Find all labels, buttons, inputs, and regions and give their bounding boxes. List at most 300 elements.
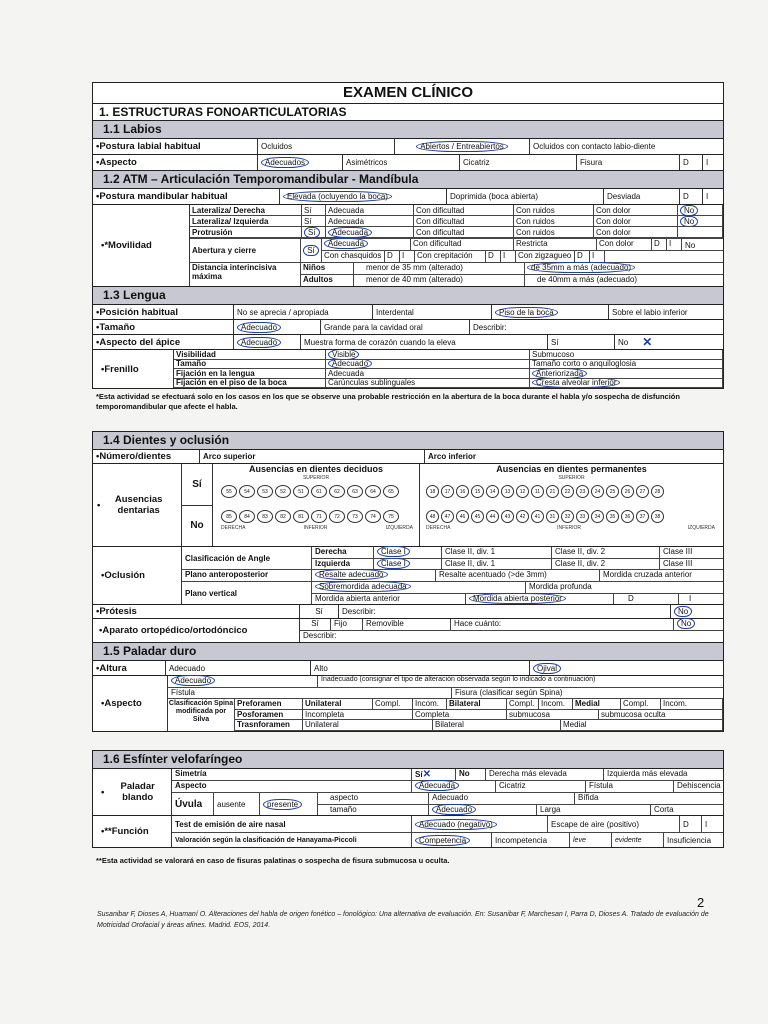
tamano-describir[interactable]: Describir:: [473, 322, 507, 332]
simetria-row: [172, 769, 723, 781]
tooth[interactable]: 16: [456, 485, 469, 498]
tooth[interactable]: 14: [486, 485, 499, 498]
adultos-row: [301, 275, 723, 286]
adultos-menor[interactable]: menor de 40 mm (alterado): [354, 275, 525, 286]
tooth[interactable]: 45: [471, 510, 484, 523]
aspecto-i[interactable]: I: [706, 158, 709, 167]
tooth[interactable]: 32: [561, 510, 574, 523]
pre-uni-compl[interactable]: Compl.: [373, 699, 413, 710]
oclusion-grid: [182, 547, 723, 604]
paladar-fistula[interactable]: Fístula: [168, 688, 452, 699]
tooth[interactable]: 28: [651, 485, 664, 498]
apice-corazon[interactable]: Muestra forma de corazón cuando la eleva: [301, 335, 548, 349]
deciduos-bottom-labels: [213, 523, 419, 531]
mordida-i[interactable]: I: [689, 593, 692, 603]
pos-completa[interactable]: Completa: [413, 710, 507, 721]
aparato-rows: [300, 619, 723, 642]
mordida-abierta-posterior-text: Mordida abierta posterior: [469, 593, 566, 604]
protrusion-si[interactable]: [302, 227, 326, 238]
lat-izq-ruidos[interactable]: Con ruidos: [514, 216, 594, 227]
hanayama-competencia-text: Competencia: [415, 835, 470, 846]
paladar-aspecto-rows: [168, 676, 723, 731]
mandibula-i[interactable]: I: [706, 192, 709, 201]
tamano-row: [93, 320, 723, 335]
aspecto-fisura[interactable]: Fisura: [577, 155, 680, 170]
tooth[interactable]: 42: [516, 510, 529, 523]
movilidad-label: • *Movilidad: [93, 205, 190, 286]
simetria-si[interactable]: [412, 769, 456, 780]
hanayama-label: Valoración según la clasificación de Hanayama-Piccoli: [172, 833, 412, 847]
zigzagueo-i[interactable]: I: [590, 251, 605, 262]
uvula-corta[interactable]: Corta: [654, 804, 674, 814]
uvula-tamano-label: tamaño: [318, 805, 429, 816]
posicion-piso-text: Piso de la boca: [495, 307, 558, 318]
tooth[interactable]: 25: [606, 485, 619, 498]
deciduos-inferior-teeth: [213, 510, 419, 523]
tooth[interactable]: 26: [621, 485, 634, 498]
paladar-duro-heading: 1.5 Paladar duro: [93, 642, 723, 661]
tooth[interactable]: 73: [347, 510, 363, 523]
tooth[interactable]: 82: [275, 510, 291, 523]
aparato-si[interactable]: Sí: [300, 619, 331, 630]
lat-der-si[interactable]: Sí: [302, 205, 326, 216]
abertura-dificultad[interactable]: Con dificultad: [411, 239, 514, 250]
frenillo-anteriorizada[interactable]: [530, 369, 723, 379]
hanayama-insuficiencia[interactable]: Insuficiencia: [667, 835, 712, 845]
deciduos-derecha-label: DERECHA: [221, 525, 246, 531]
tooth[interactable]: 21: [546, 485, 559, 498]
angle-izquierda-clase1-text: Clase I: [377, 558, 410, 569]
tooth[interactable]: 83: [257, 510, 273, 523]
tooth[interactable]: 31: [546, 510, 559, 523]
abertura-dolor[interactable]: Con dolor: [597, 239, 652, 250]
frenillo-visible[interactable]: [326, 350, 530, 360]
protesis-no[interactable]: [671, 605, 723, 618]
pre-medial[interactable]: Medial: [573, 699, 621, 710]
abertura-no[interactable]: No: [685, 241, 696, 250]
crepitacion[interactable]: Con crepitación: [415, 251, 486, 262]
test-row: [172, 816, 723, 833]
tooth[interactable]: 85: [221, 510, 237, 523]
tooth[interactable]: 15: [471, 485, 484, 498]
trans-unilateral[interactable]: Unilateral: [303, 720, 433, 731]
funcion-block: [93, 816, 723, 847]
tooth[interactable]: 72: [329, 510, 345, 523]
resalte-acentuado[interactable]: Resalte acentuado (>de 3mm): [436, 570, 600, 581]
altura-label: • Altura: [93, 661, 166, 675]
lat-izq-adecuada[interactable]: Adecuada: [326, 216, 414, 227]
labios-abiertos-text: Abiertos / Entreabiertos: [416, 141, 508, 152]
lengua-heading: 1.3 Lengua: [93, 287, 723, 305]
lat-der-ruidos[interactable]: Con ruidos: [514, 205, 594, 216]
lat-izq-si[interactable]: Sí: [302, 216, 326, 227]
angle-derecha-clase3[interactable]: Clase III: [663, 547, 693, 556]
spina-label: Clasificación Spina modificada por Silva: [168, 699, 235, 731]
section-14-table: [92, 431, 724, 732]
mandibula-desviada[interactable]: Desviada: [604, 189, 680, 204]
protesis-label: • Prótesis: [93, 605, 300, 618]
apice-no[interactable]: [615, 335, 723, 349]
frenillo-tamano-adecuado[interactable]: [326, 360, 530, 370]
distancia-block: [190, 262, 723, 286]
mandibula-d[interactable]: D: [680, 189, 703, 204]
paladar-inadecuado[interactable]: Inadecuado (consignar el tipo de alteración observada según lo indicado a continuación): [321, 676, 596, 683]
abertura-dolor-d[interactable]: D: [652, 239, 667, 250]
resalte-adecuado[interactable]: [312, 570, 436, 581]
uvula-presente[interactable]: [260, 793, 318, 815]
crepitacion-d[interactable]: D: [486, 251, 501, 262]
pos-incompleta[interactable]: Incompleta: [303, 710, 413, 721]
postura-mandibular-row: [93, 189, 723, 205]
aspecto-labios-label: • Aspecto: [93, 155, 258, 170]
tooth[interactable]: 55: [221, 485, 237, 498]
chasquidos[interactable]: Con chasquidos: [322, 251, 385, 262]
abertura-dolor-i[interactable]: I: [667, 239, 682, 250]
angle-derecha-clase1[interactable]: [374, 547, 442, 558]
tooth[interactable]: 27: [636, 485, 649, 498]
arco-superior: Arco superior: [200, 450, 425, 463]
abertura-row-2: [322, 251, 723, 262]
abertura-label: Abertura y cierre: [190, 239, 301, 262]
lat-izq-dolor[interactable]: Con dolor: [594, 216, 678, 227]
protesis-si[interactable]: Sí: [300, 605, 339, 618]
ausencias-no[interactable]: No: [190, 520, 204, 532]
aspecto-adecuados[interactable]: [258, 155, 343, 170]
deciduos-izquierda-label: IZQUIERDA: [385, 525, 413, 531]
funcion-label: • **Función: [93, 816, 172, 847]
protesis-no-text: No: [674, 606, 692, 617]
aspecto-cicatriz[interactable]: Cicatriz: [460, 155, 577, 170]
pre-unilateral[interactable]: Unilateral: [303, 699, 373, 710]
altura-alto[interactable]: Alto: [311, 661, 530, 675]
mordida-abierta-anterior[interactable]: Mordida abierta anterior: [312, 594, 466, 605]
posicion-apropiada[interactable]: No se aprecia / apropiada: [234, 305, 373, 319]
zigzagueo[interactable]: Con zigzagueo: [516, 251, 575, 262]
tooth[interactable]: 75: [383, 510, 399, 523]
paladar-dehiscencia[interactable]: Dehiscencia: [677, 781, 721, 790]
frenillo-anteriorizada-text: Anteriorizada: [532, 369, 587, 379]
test-adecuado-text: Adecuado (negativo): [415, 819, 497, 830]
lat-der-no[interactable]: [678, 205, 723, 216]
altura-ojival[interactable]: [530, 661, 723, 675]
mordida-cruzada[interactable]: Mordida cruzada anterior: [603, 570, 692, 579]
pos-submucosa-oculta[interactable]: submucosa oculta: [599, 710, 723, 721]
mandibula-deprimida[interactable]: Doprimida (boca abierta): [447, 189, 604, 204]
tooth[interactable]: 43: [501, 510, 514, 523]
mordida-abierta-posterior[interactable]: [466, 594, 614, 605]
lat-der-dolor[interactable]: Con dolor: [594, 205, 678, 216]
uvula-larga[interactable]: Larga: [537, 805, 651, 816]
deciduos-title: Ausencias en dientes deciduos: [248, 464, 384, 474]
posforamen-label: Posforamen: [235, 710, 303, 721]
distancia-options: [301, 263, 723, 286]
pos-submucosa[interactable]: submucosa: [507, 710, 599, 721]
tooth[interactable]: 81: [293, 510, 309, 523]
tooth[interactable]: 22: [561, 485, 574, 498]
trasnforamen-label: Trasnforamen: [235, 720, 303, 731]
simetria-label: Simetría: [172, 769, 412, 780]
tooth[interactable]: 38: [651, 510, 664, 523]
pre-bilateral[interactable]: Bilateral: [447, 699, 507, 710]
frenillo-cresta-text: Cresta alveolar inferior: [532, 379, 620, 389]
sobremordida-text: Sobremordida adecuada: [315, 581, 411, 592]
frenillo-fijacion-piso-label: Fijación en el piso de la boca: [174, 379, 326, 389]
protrusion-empty: [678, 227, 723, 238]
tooth[interactable]: 11: [531, 485, 544, 498]
pre-med-incom[interactable]: Incom.: [661, 699, 723, 710]
protrusion-adecuada[interactable]: [326, 227, 414, 238]
frenillo-corto[interactable]: Tamaño corto o anquiloglosia: [530, 360, 723, 370]
apice-adecuado[interactable]: [234, 335, 301, 349]
abertura-block: [190, 238, 723, 262]
tooth[interactable]: 52: [275, 485, 291, 498]
tooth[interactable]: 62: [329, 485, 345, 498]
protrusion-dolor[interactable]: Con dolor: [594, 227, 678, 238]
tooth[interactable]: 24: [591, 485, 604, 498]
ninos-row: [301, 263, 723, 275]
hanayama-row: [172, 833, 723, 847]
vertical-row-2: [312, 594, 723, 605]
hanayama-evidente[interactable]: evidente: [612, 833, 664, 847]
lat-der-dificultad[interactable]: Con dificultad: [414, 205, 514, 216]
tooth[interactable]: 44: [486, 510, 499, 523]
x-mark-icon: ✕: [642, 335, 653, 349]
tooth[interactable]: 35: [606, 510, 619, 523]
paladar-aspecto-label: • Aspecto: [93, 676, 168, 731]
paladar-row-2: [168, 688, 723, 700]
lat-izq-dificultad[interactable]: Con dificultad: [414, 216, 514, 227]
aspecto-asimetricos[interactable]: Asimétricos: [343, 155, 460, 170]
protrusion-si-text: Sí: [304, 227, 320, 238]
adultos-label: Adultos: [301, 275, 354, 286]
resalte-adecuado-text: Resalte adecuado: [315, 569, 388, 580]
posicion-row: [93, 305, 723, 320]
spina-block: [168, 699, 723, 731]
permanentes-inferior-label: INFERIOR: [557, 525, 582, 531]
aparato-fijo[interactable]: Fijo: [331, 619, 363, 630]
angle-block: [182, 547, 723, 570]
altura-ojival-text: Ojival: [533, 663, 561, 674]
angle-izquierda-clase2d1[interactable]: Clase II, div. 1: [442, 559, 552, 570]
frenillo-caruncula[interactable]: Carúnculas sublinguales: [326, 379, 530, 389]
movilidad-lateral-grid: [190, 205, 723, 238]
tooth[interactable]: 13: [501, 485, 514, 498]
frenillo-submucoso[interactable]: Submucoso: [530, 350, 723, 360]
paladar-aspecto-adecuada[interactable]: [412, 781, 496, 792]
tooth[interactable]: 71: [311, 510, 327, 523]
crepitacion-i[interactable]: I: [501, 251, 516, 262]
labios-ocluidos[interactable]: Ocluidos: [258, 139, 395, 154]
ausencias-si[interactable]: Sí: [182, 464, 212, 506]
tamano-grande[interactable]: Grande para la cavidad oral: [321, 320, 470, 334]
tooth[interactable]: 48: [426, 510, 439, 523]
labios-abiertos[interactable]: [395, 139, 530, 154]
simetria-derecha[interactable]: Derecha más elevada: [486, 769, 604, 780]
paladar-aspecto-block: [93, 676, 723, 731]
simetria-si-text: Sí: [415, 770, 423, 779]
trans-bilateral[interactable]: Bilateral: [433, 720, 561, 731]
postura-labial-row: [93, 139, 723, 155]
paladar-cicatriz[interactable]: Cicatriz: [496, 781, 586, 792]
paladar-aspecto-adecuada-text: Adecuada: [415, 780, 459, 791]
protrusion-ruidos[interactable]: Con ruidos: [514, 227, 594, 238]
tamano-adecuado[interactable]: [234, 320, 321, 334]
paladar-fistula-16[interactable]: Fístula: [586, 781, 674, 792]
tooth[interactable]: 18: [426, 485, 439, 498]
uvula-tamano-row: [318, 805, 723, 816]
abertura-si-text: Sí: [303, 245, 319, 256]
aspecto-adecuados-text: Adecuados: [261, 157, 309, 168]
x-mark-icon: ✕: [422, 769, 431, 780]
postura-labial-label: • Postura labial habitual: [93, 139, 258, 154]
frenillo-label: • Frenillo: [93, 350, 174, 388]
pre-bi-compl[interactable]: Compl.: [507, 699, 539, 710]
mandibula-elevada[interactable]: [280, 189, 447, 204]
pre-med-compl[interactable]: Compl.: [621, 699, 661, 710]
simetria-izquierda[interactable]: Izquierda más elevada: [607, 769, 688, 778]
adultos-mayor[interactable]: de 40mm a más (adecuado): [537, 275, 638, 284]
mordida-d[interactable]: D: [614, 594, 679, 605]
angle-derecha-clase2d2[interactable]: Clase II, div. 2: [552, 547, 660, 558]
chasquidos-i[interactable]: I: [400, 251, 415, 262]
test-adecuado[interactable]: [412, 816, 548, 832]
uvula-aspecto-label: aspecto: [318, 793, 429, 804]
permanentes-col: [420, 464, 723, 546]
tooth[interactable]: 23: [576, 485, 589, 498]
angle-izquierda-clase3[interactable]: Clase III: [663, 558, 693, 568]
tooth[interactable]: 12: [516, 485, 529, 498]
tooth[interactable]: 34: [591, 510, 604, 523]
test-i[interactable]: I: [705, 819, 708, 829]
tooth[interactable]: 64: [365, 485, 381, 498]
angle-izquierda-row: [312, 559, 723, 570]
tooth[interactable]: 53: [257, 485, 273, 498]
uvula-tamano-adecuado[interactable]: [429, 805, 537, 816]
tamano-label: • Tamaño: [93, 320, 234, 334]
simetria-no[interactable]: No: [456, 769, 486, 780]
aparato-describir[interactable]: Describir:: [303, 631, 337, 640]
posicion-labio-inferior[interactable]: Sobre el labio inferior: [612, 307, 688, 317]
abertura-row-2-blank: [605, 251, 723, 262]
antero-label: Plano anteroposterior: [182, 570, 312, 581]
ninos-menor[interactable]: menor de 35 mm (alterado): [354, 263, 525, 274]
pre-bi-incom[interactable]: Incom.: [539, 699, 573, 710]
tooth[interactable]: 65: [383, 485, 399, 498]
test-escape[interactable]: Escape de aire (positivo): [548, 816, 680, 832]
paladar-blando-rows: [172, 769, 723, 815]
chasquidos-d[interactable]: D: [385, 251, 400, 262]
uvula-ausente[interactable]: ausente: [214, 793, 260, 815]
angle-izquierda-clase1[interactable]: [374, 559, 442, 570]
tooth[interactable]: 17: [441, 485, 454, 498]
hanayama-competencia[interactable]: [412, 833, 492, 847]
tooth[interactable]: 63: [347, 485, 363, 498]
tooth[interactable]: 54: [239, 485, 255, 498]
tooth[interactable]: 33: [576, 510, 589, 523]
tooth[interactable]: 46: [456, 510, 469, 523]
tooth[interactable]: 84: [239, 510, 255, 523]
aspecto-d[interactable]: D: [680, 155, 703, 170]
apice-adecuado-text: Adecuado: [237, 337, 281, 348]
tooth[interactable]: 47: [441, 510, 454, 523]
trasnforamen-row: [235, 720, 723, 731]
trans-medial[interactable]: Medial: [561, 720, 723, 731]
paladar-fisura[interactable]: Fisura (clasificar según Spina): [455, 687, 563, 697]
hanayama-leve[interactable]: leve: [570, 833, 612, 847]
pre-uni-incom[interactable]: Incom.: [413, 699, 447, 710]
deciduos-superior-teeth: [213, 485, 419, 498]
labios-ocluidos-contacto[interactable]: Ocluidos con contacto labio-diente: [533, 142, 656, 151]
abertura-options: [322, 239, 723, 262]
section-1-heading: 1. ESTRUCTURAS FONOARTICULATORIAS: [93, 104, 723, 121]
preforamen-row: [235, 699, 723, 710]
apice-si[interactable]: Sí: [548, 335, 615, 349]
hanayama-incompetencia[interactable]: Incompetencia: [492, 833, 570, 847]
aparato-removible[interactable]: Removible: [363, 619, 451, 630]
frenillo-fijacion-lengua-label: Fijación en la lengua: [174, 369, 326, 379]
tooth[interactable]: 61: [311, 485, 327, 498]
frenillo-cresta[interactable]: [530, 379, 723, 389]
uvula-aspecto-adecuado[interactable]: Adecuado: [429, 793, 575, 804]
paladar-aspecto-row: [172, 781, 723, 793]
tooth[interactable]: 51: [293, 485, 309, 498]
protrusion-dificultad[interactable]: Con dificultad: [414, 227, 514, 238]
posicion-piso[interactable]: [492, 305, 609, 319]
preforamen-label: Preforamen: [235, 699, 303, 710]
lat-izq-no[interactable]: [678, 216, 723, 227]
sobremordida[interactable]: [312, 582, 526, 593]
abertura-si[interactable]: [301, 239, 322, 262]
abertura-adecuada[interactable]: [322, 239, 411, 250]
paladar-adecuado[interactable]: [168, 676, 318, 687]
aparato-no[interactable]: [674, 619, 723, 630]
vertical-row-1: [312, 582, 723, 594]
protesis-describir[interactable]: Describir:: [339, 605, 671, 618]
tooth[interactable]: 41: [531, 510, 544, 523]
abertura-restricta[interactable]: Restricta: [514, 239, 597, 250]
oclusion-block: [93, 547, 723, 605]
esfinter-heading: 1.6 Esfínter velofaríngeo: [93, 751, 723, 769]
zigzagueo-d[interactable]: D: [575, 251, 590, 262]
uvula-bifida[interactable]: Bífida: [578, 793, 599, 802]
posicion-interdental[interactable]: Interdental: [373, 305, 492, 319]
tooth[interactable]: 37: [636, 510, 649, 523]
lat-der-label: Lateraliza/ Derecha: [190, 205, 302, 216]
altura-adecuado[interactable]: Adecuado: [166, 661, 311, 675]
test-d[interactable]: D: [680, 816, 702, 832]
uvula-label: Úvula: [172, 793, 214, 815]
section-16-table: [92, 750, 724, 848]
ninos-mayor[interactable]: [525, 263, 723, 274]
apice-label: • Aspecto del ápice: [93, 335, 234, 349]
paladar-aspecto-sub-label: Aspecto: [172, 781, 412, 792]
paladar-row-1: [168, 676, 723, 688]
angle-derecha-clase2d1[interactable]: Clase II, div. 1: [442, 547, 552, 558]
page-title: EXAMEN CLÍNICO: [93, 83, 723, 104]
uvula-presente-text: presente: [263, 799, 302, 810]
angle-izquierda-clase2d2[interactable]: Clase II, div. 2: [552, 559, 660, 570]
mordida-profunda[interactable]: Mordida profunda: [529, 582, 592, 591]
distancia-label: Distancia interincisiva máxima: [190, 263, 301, 286]
frenillo-fijacion-adecuada[interactable]: Adecuada: [326, 369, 530, 379]
permanentes-superior-label: SUPERIOR: [558, 475, 585, 481]
numero-dientes-row: [93, 450, 723, 464]
tooth[interactable]: 36: [621, 510, 634, 523]
lat-der-adecuada[interactable]: Adecuada: [326, 205, 414, 216]
aparato-hace-cuanto[interactable]: Hace cuánto:: [451, 619, 674, 630]
tooth[interactable]: 74: [365, 510, 381, 523]
frenillo-visible-text: Visible: [328, 350, 359, 360]
